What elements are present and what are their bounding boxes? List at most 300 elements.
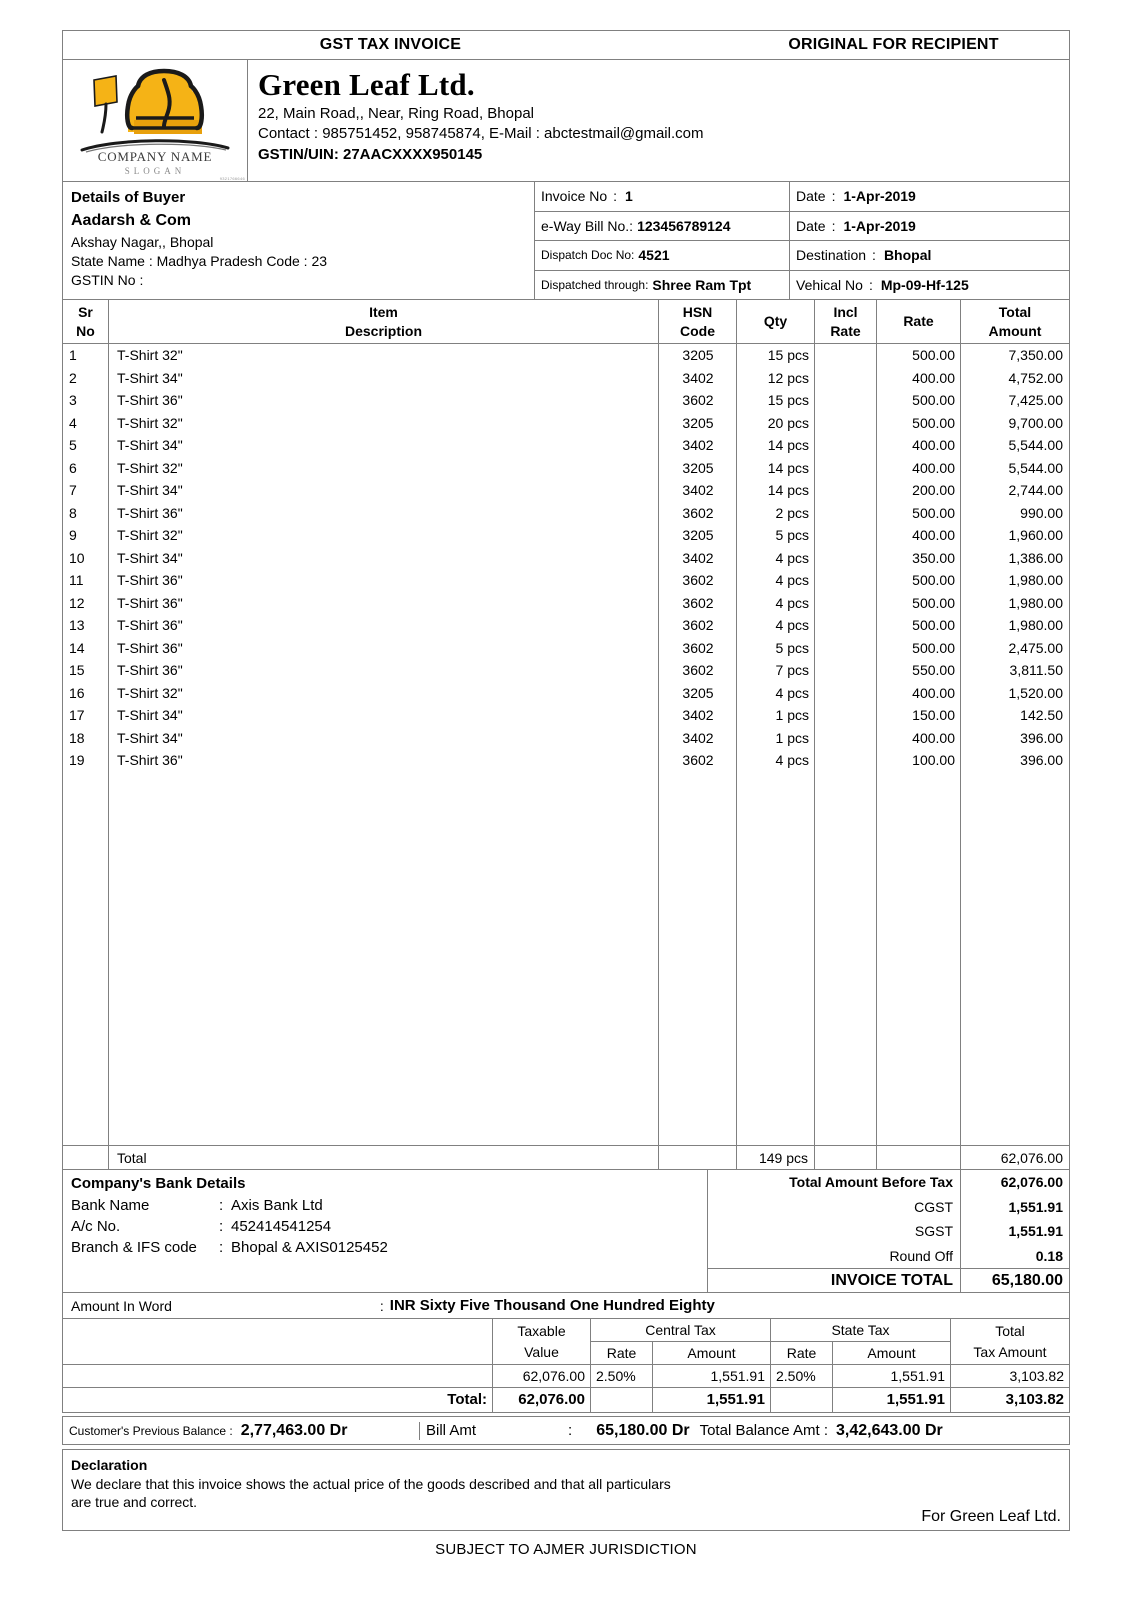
buyer-and-invoice-meta [62, 182, 1070, 300]
items-table-header-row [63, 300, 1069, 344]
amount-in-words-colon: : [379, 1297, 384, 1314]
cell-qty: 5 pcs [775, 639, 809, 656]
cell-sr: 13 [69, 617, 85, 633]
tax-summary-data-row [63, 1365, 1069, 1388]
meta-row [535, 212, 1069, 242]
items-table-body [62, 344, 1070, 1145]
cell-qty: 14 pcs [767, 482, 809, 498]
cell-qty: 7 pcs [775, 662, 809, 678]
col-rate [877, 300, 961, 343]
bank-value: 452414541254 [231, 1218, 332, 1235]
declaration-title: Declaration [71, 1457, 148, 1473]
cell-incl [815, 389, 877, 412]
tax-header-blank [63, 1319, 493, 1364]
cell-hsn: 3402 [682, 549, 714, 566]
amount-in-words-label: Amount In Word [71, 1297, 172, 1314]
table-row [63, 682, 1069, 705]
items-total-label: Total [109, 1146, 659, 1169]
total-balance-value: 3,42,643.00 Dr [836, 1421, 943, 1439]
bank-section-title: Company's Bank Details [71, 1175, 246, 1192]
header-line: Amount [988, 322, 1042, 339]
tax-row-total-tax: 3,103.82 [1009, 1368, 1064, 1384]
cell-amount: 1,960.00 [1008, 527, 1063, 543]
cell-incl [815, 704, 877, 727]
invoice-meta-grid [535, 182, 1069, 299]
tax-header-taxable-value [493, 1319, 591, 1364]
cell-sr: 11 [69, 572, 84, 588]
cell-rate: 500.00 [912, 572, 955, 588]
buyer-details [63, 182, 535, 299]
meta-row [535, 241, 1069, 271]
cell-incl [815, 457, 877, 480]
cell-qty: 4 pcs [775, 684, 809, 701]
tax-total-taxable-value: 62,076.00 [493, 1388, 591, 1412]
cell-incl [815, 412, 877, 435]
table-row [63, 659, 1069, 682]
meta-colon: : [831, 188, 836, 205]
bill-amount-label: Bill Amt [426, 1422, 477, 1439]
cell-desc: T-Shirt 36" [117, 572, 183, 588]
state-tax-rate-label: Rate [771, 1342, 833, 1365]
tax-total-total-tax: 3,103.82 [1005, 1391, 1064, 1408]
previous-balance-segment [63, 1422, 420, 1440]
declaration-line-1: We declare that this invoice shows the actual price of the goods described and that all particulars [71, 1476, 671, 1492]
tax-row-taxable-value: 62,076.00 [493, 1365, 591, 1387]
cell-sr: 10 [69, 549, 85, 566]
tax-total-state-rate [771, 1388, 833, 1412]
cell-sr: 5 [69, 437, 77, 453]
table-row [63, 524, 1069, 547]
bank-separator: : [219, 1239, 224, 1256]
header-line: Code [680, 322, 715, 339]
cell-amount: 5,544.00 [1008, 437, 1063, 453]
cell-rate: 550.00 [912, 662, 955, 678]
bill-amount-value: 65,180.00 Dr [596, 1421, 690, 1439]
header-line: Value [524, 1343, 559, 1360]
tax-total-central-rate [591, 1388, 653, 1412]
cell-qty: 1 pcs [775, 707, 809, 723]
cell-hsn: 3602 [682, 617, 714, 633]
items-table [62, 300, 1070, 344]
cell-rate: 400.00 [912, 437, 955, 453]
cell-amount: 1,520.00 [1008, 684, 1063, 701]
totals-panel [708, 1170, 1069, 1292]
items-total-amount: 62,076.00 [1000, 1150, 1063, 1166]
meta-eway-bill-no [535, 212, 790, 241]
cell-hsn: 3205 [682, 459, 714, 476]
cell-desc: T-Shirt 34" [117, 482, 183, 498]
cell-incl [815, 659, 877, 682]
bank-separator: : [219, 1197, 224, 1214]
cell-qty: 4 pcs [775, 594, 809, 611]
total-row-sgst [708, 1219, 1069, 1244]
cell-desc: T-Shirt 34" [117, 369, 183, 386]
cell-amount: 9,700.00 [1008, 414, 1063, 431]
meta-dispatch-doc-no [535, 241, 790, 270]
cell-desc: T-Shirt 36" [117, 594, 183, 611]
tax-row-state-amount: 1,551.91 [833, 1365, 951, 1387]
cell-sr: 7 [69, 482, 77, 498]
cell-sr: 17 [69, 707, 85, 723]
copy-type-label: ORIGINAL FOR RECIPIENT [788, 36, 999, 53]
meta-key: Destination [796, 247, 867, 264]
cell-amount: 5,544.00 [1008, 459, 1063, 476]
table-row [63, 637, 1069, 660]
cell-amount: 2,744.00 [1008, 482, 1063, 498]
cell-rate: 200.00 [912, 482, 955, 498]
header-line: Sr [78, 303, 93, 320]
cell-rate: 500.00 [912, 504, 955, 521]
tax-header-central-tax [591, 1319, 771, 1364]
cell-sr: 15 [69, 662, 85, 678]
bank-row [71, 1195, 707, 1216]
cell-desc: T-Shirt 36" [117, 662, 183, 678]
tax-row-state-rate: 2.50% [771, 1365, 833, 1387]
amount-in-words-value: INR Sixty Five Thousand One Hundred Eighty [389, 1297, 715, 1314]
col-incl-rate [815, 300, 877, 343]
header-line: Tax Amount [973, 1343, 1047, 1360]
total-value: 1,551.91 [1008, 1223, 1063, 1239]
central-tax-amount-label: Amount [687, 1345, 736, 1361]
company-address: 22, Main Road,, Near, Ring Road, Bhopal [258, 105, 534, 122]
header-line: Total [995, 1322, 1025, 1339]
items-total-row [62, 1145, 1070, 1170]
bank-key: A/c No. [71, 1218, 121, 1235]
table-row [63, 569, 1069, 592]
state-tax-amount-label: Amount [867, 1345, 916, 1361]
tax-total-central-amount: 1,551.91 [653, 1388, 771, 1412]
bank-value: Bhopal & AXIS0125452 [231, 1239, 388, 1256]
buyer-address: Akshay Nagar,, Bhopal [71, 234, 214, 250]
company-info [248, 60, 1069, 181]
items-rows-container [63, 344, 1069, 1145]
cell-hsn: 3602 [682, 504, 714, 521]
bank-key: Bank Name [71, 1197, 150, 1214]
meta-dispatched-through [535, 271, 790, 301]
cell-hsn: 3205 [682, 414, 714, 431]
table-row [63, 614, 1069, 637]
table-row [63, 389, 1069, 412]
meta-value: Shree Ram Tpt [652, 277, 752, 294]
col-sr-no [63, 300, 109, 343]
meta-value: 1-Apr-2019 [843, 188, 916, 205]
cell-desc: T-Shirt 34" [117, 437, 183, 453]
cell-desc: T-Shirt 36" [117, 392, 183, 408]
cell-rate: 500.00 [912, 414, 955, 431]
cell-sr: 6 [69, 459, 77, 476]
tax-row-blank [63, 1365, 493, 1387]
cell-qty: 4 pcs [775, 549, 809, 566]
cell-amount: 1,980.00 [1008, 594, 1063, 611]
cell-qty: 1 pcs [775, 729, 809, 746]
amount-in-words [62, 1293, 1070, 1319]
meta-value: 1-Apr-2019 [843, 217, 916, 234]
jurisdiction-footer: SUBJECT TO AJMER JURISDICTION [435, 1541, 697, 1558]
cell-sr: 14 [69, 639, 85, 656]
cell-rate: 500.00 [912, 392, 955, 408]
total-label: Total Amount Before Tax [708, 1170, 961, 1195]
tax-header-total-tax-amount [951, 1319, 1069, 1364]
meta-value: 4521 [638, 247, 670, 264]
cell-qty: 4 pcs [775, 572, 809, 588]
cell-incl [815, 502, 877, 525]
buyer-gstin: GSTIN No : [71, 272, 144, 288]
total-value: 1,551.91 [1008, 1198, 1063, 1215]
declaration-block [62, 1449, 1070, 1531]
total-value: 62,076.00 [1000, 1174, 1063, 1190]
cell-hsn: 3205 [682, 347, 714, 363]
cell-desc: T-Shirt 34" [117, 707, 183, 723]
cell-sr: 4 [69, 414, 77, 431]
cell-rate: 400.00 [912, 684, 955, 701]
tax-summary-total-row [63, 1388, 1069, 1413]
cell-desc: T-Shirt 32" [117, 684, 183, 701]
invoice-total-row [708, 1268, 1069, 1293]
tax-header-state-tax [771, 1319, 951, 1364]
table-row [63, 749, 1069, 772]
header-line: Rate [830, 322, 861, 339]
table-row [63, 367, 1069, 390]
previous-balance-value: 2,77,463.00 Dr [240, 1421, 348, 1439]
cell-incl [815, 592, 877, 615]
company-contact: Contact : 985751452, 958745874, E-Mail : abctestmail@gmail.com [258, 125, 704, 142]
logo-cell [63, 60, 248, 181]
cell-incl [815, 569, 877, 592]
meta-invoice-no [535, 182, 790, 211]
cell-rate: 400.00 [912, 527, 955, 543]
state-tax-title: State Tax [771, 1319, 950, 1342]
cell-qty: 4 pcs [775, 617, 809, 633]
invoice-title-bar [62, 30, 1070, 60]
cell-qty: 2 pcs [775, 504, 809, 521]
cell-rate: 500.00 [912, 617, 955, 633]
cell-amount: 396.00 [1020, 729, 1063, 746]
cell-rate: 500.00 [912, 594, 955, 611]
cell-rate: 100.00 [912, 752, 955, 768]
cell-hsn: 3602 [682, 572, 714, 588]
cell-sr: 1 [69, 347, 77, 363]
meta-invoice-date [790, 182, 1069, 211]
header-line: Rate [903, 313, 934, 329]
cell-rate: 150.00 [912, 707, 955, 723]
buyer-name: Aadarsh & Com [71, 212, 192, 229]
cell-amount: 1,980.00 [1008, 617, 1063, 633]
bank-row [71, 1216, 707, 1237]
cell-amount: 396.00 [1020, 752, 1063, 768]
table-row [63, 547, 1069, 570]
tax-row-central-amount: 1,551.91 [653, 1365, 771, 1387]
balance-summary [62, 1416, 1070, 1445]
cell-incl [815, 637, 877, 660]
meta-row [535, 271, 1069, 301]
header-line: Description [344, 322, 422, 339]
cell-hsn: 3402 [682, 437, 714, 453]
cell-rate: 400.00 [912, 729, 955, 746]
cell-sr: 3 [69, 392, 77, 408]
cell-amount: 7,425.00 [1008, 392, 1063, 408]
cell-rate: 400.00 [912, 369, 955, 386]
cell-desc: T-Shirt 36" [117, 504, 183, 521]
meta-key: Dispatch Doc No: [541, 248, 635, 263]
central-tax-title: Central Tax [591, 1319, 770, 1342]
header-line: Qty [763, 313, 788, 329]
cell-amount: 3,811.50 [1009, 662, 1063, 678]
col-total-amount [961, 300, 1069, 343]
header-line: Taxable [517, 1322, 566, 1339]
tax-total-label: Total: [63, 1388, 493, 1412]
table-row [63, 434, 1069, 457]
declaration-line-2: are true and correct. [71, 1494, 198, 1510]
meta-key: Date [796, 188, 826, 205]
cell-incl [815, 682, 877, 705]
cell-rate: 500.00 [912, 639, 955, 656]
tax-summary-table [62, 1319, 1070, 1413]
cell-desc: T-Shirt 36" [117, 639, 183, 656]
cell-sr: 8 [69, 504, 77, 521]
cell-sr: 19 [69, 752, 85, 768]
total-value: 0.18 [1035, 1247, 1063, 1264]
header-line: HSN [682, 303, 713, 320]
cell-incl [815, 434, 877, 457]
bank-and-totals [62, 1170, 1070, 1293]
table-row [63, 457, 1069, 480]
central-tax-rate-label: Rate [591, 1342, 653, 1365]
col-hsn-code [659, 300, 737, 343]
cell-incl [815, 727, 877, 750]
table-row [63, 502, 1069, 525]
header-line: Item [369, 303, 398, 320]
cell-desc: T-Shirt 34" [117, 729, 183, 746]
page-title: GST TAX INVOICE [319, 36, 462, 53]
cell-desc: T-Shirt 36" [117, 617, 183, 633]
meta-value: 1 [625, 188, 633, 205]
total-label: CGST [708, 1195, 961, 1220]
cell-hsn: 3402 [682, 707, 714, 723]
meta-value: Bhopal [883, 247, 932, 264]
cell-qty: 14 pcs [767, 459, 809, 476]
meta-key: Date [796, 217, 826, 234]
cell-amount: 1,386.00 [1008, 549, 1063, 566]
buyer-section-title: Details of Buyer [71, 189, 186, 206]
cell-hsn: 3402 [682, 729, 714, 746]
header-line: Incl [833, 303, 858, 320]
meta-eway-date [790, 212, 1069, 241]
cell-incl [815, 479, 877, 502]
meta-colon: : [613, 188, 618, 205]
cell-desc: T-Shirt 34" [117, 549, 183, 566]
cell-hsn: 3602 [682, 752, 714, 768]
col-qty [737, 300, 815, 343]
company-gstin: GSTIN/UIN: 27AACXXXX950145 [258, 146, 483, 163]
cell-desc: T-Shirt 32" [117, 347, 183, 363]
header-line: Total [998, 303, 1032, 320]
cell-amount: 4,752.00 [1008, 369, 1063, 386]
cell-desc: T-Shirt 32" [117, 459, 183, 476]
cell-desc: T-Shirt 36" [117, 752, 183, 768]
cell-hsn: 3602 [682, 662, 714, 678]
total-label: SGST [708, 1219, 961, 1244]
cell-hsn: 3205 [682, 684, 714, 701]
bank-key: Branch & IFS code [71, 1239, 197, 1256]
meta-key: Dispatched through: [541, 278, 649, 293]
total-balance-label: Total Balance Amt : [699, 1422, 828, 1439]
cell-hsn: 3205 [682, 527, 714, 543]
logo-company-name-text: COMPANY NAME [97, 149, 213, 164]
cell-qty: 15 pcs [767, 392, 809, 408]
cell-qty: 14 pcs [767, 437, 809, 453]
cell-hsn: 3402 [682, 482, 714, 498]
cell-qty: 15 pcs [767, 347, 809, 363]
tax-total-state-amount: 1,551.91 [833, 1388, 951, 1412]
bank-value: Axis Bank Ltd [231, 1197, 323, 1214]
cell-amount: 7,350.00 [1008, 347, 1063, 363]
cell-hsn: 3602 [682, 392, 714, 408]
cell-amount: 142.50 [1020, 707, 1063, 723]
tax-row-central-rate: 2.50% [591, 1365, 653, 1387]
logo-stock-code: 9321766646 [219, 176, 245, 181]
invoice-total-value: 65,180.00 [991, 1272, 1063, 1289]
cell-rate: 350.00 [912, 549, 955, 566]
cell-qty: 20 pcs [767, 414, 809, 431]
meta-value: Mp-09-Hf-125 [880, 277, 969, 294]
meta-vehicle-no [790, 271, 1069, 301]
meta-value: 123456789124 [637, 217, 731, 234]
tax-summary-header [63, 1319, 1069, 1365]
header-line: No [76, 322, 95, 339]
meta-key: e-Way Bill No.: [541, 217, 634, 234]
table-row [63, 704, 1069, 727]
invoice-total-label: INVOICE TOTAL [708, 1269, 961, 1293]
table-row [63, 479, 1069, 502]
cell-qty: 5 pcs [775, 527, 809, 543]
bank-row [71, 1237, 707, 1258]
total-row-round-off [708, 1244, 1069, 1269]
cell-rate: 400.00 [912, 459, 955, 476]
bank-separator: : [219, 1218, 224, 1235]
total-label: Round Off [708, 1244, 961, 1269]
cell-sr: 12 [69, 594, 85, 611]
invoice-document [62, 30, 1070, 1558]
bank-details [63, 1170, 708, 1292]
bill-amount-colon: : [568, 1422, 573, 1439]
cell-sr: 18 [69, 729, 85, 746]
total-row-cgst [708, 1195, 1069, 1220]
cell-qty: 12 pcs [767, 369, 809, 386]
meta-destination [790, 241, 1069, 270]
total-row-before-tax [708, 1170, 1069, 1195]
cell-sr: 16 [69, 684, 85, 701]
signature-for-company: For Green Leaf Ltd. [921, 1508, 1061, 1525]
cell-hsn: 3602 [682, 639, 714, 656]
cell-incl [815, 344, 877, 367]
buyer-state: State Name : Madhya Pradesh Code : 23 [71, 253, 328, 269]
table-row [63, 412, 1069, 435]
table-row [63, 727, 1069, 750]
cell-amount: 2,475.00 [1008, 639, 1063, 656]
cell-amount: 1,980.00 [1008, 572, 1063, 588]
cell-incl [815, 547, 877, 570]
cell-incl [815, 614, 877, 637]
cell-hsn: 3402 [682, 369, 714, 386]
cell-amount: 990.00 [1020, 504, 1063, 521]
meta-key: Invoice No [541, 188, 608, 205]
bill-and-total-balance-segment [420, 1422, 1069, 1440]
cell-qty: 4 pcs [775, 752, 809, 768]
table-row [63, 592, 1069, 615]
logo-slogan-text: SLOGAN [124, 166, 186, 176]
cell-hsn: 3602 [682, 594, 714, 611]
cell-incl [815, 524, 877, 547]
